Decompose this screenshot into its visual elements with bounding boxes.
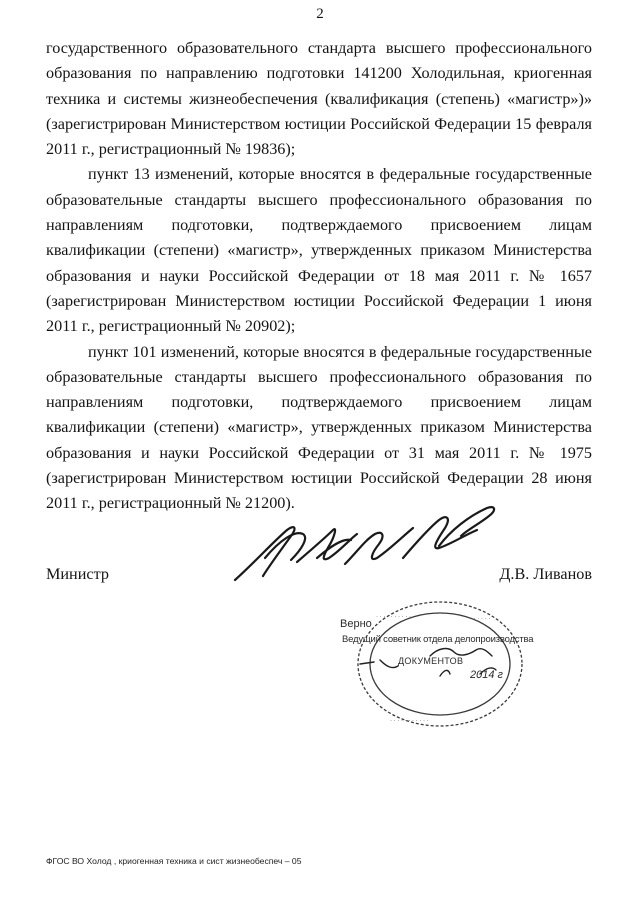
stamp-verno: Верно: [340, 618, 372, 630]
handwritten-signature: [225, 500, 505, 592]
svg-text:· · · · · ·: · · · · · ·: [470, 616, 491, 622]
paragraph-3: пункт 101 изменений, которые вносятся в федеральные государственные образовательные стандарты высшего профессионального образования по направлениям подготовки, подтверждаемого присвоением лицам квалификации (степени) «магистр», утвержденных приказом Министерства образования и науки Российской Федерации от 31 мая 2011 г. № 1975 (зарегистрирован Министерством юстиции Российской Федерации 28 июня 2011 г., регистрационный № 21200).: [46, 342, 592, 513]
signer-title: Министр: [46, 565, 109, 583]
svg-text:· · · · · · · · · ·: · · · · · · · · · ·: [376, 614, 411, 620]
document-footer: ФГОС ВО Холод , криогенная техника и сист жизнеобеспеч – 05: [46, 856, 302, 866]
official-stamp: [320, 596, 534, 746]
stamp-date-year: 2014 г: [470, 669, 503, 681]
page-number: 2: [316, 6, 324, 22]
paragraph-1: государственного образовательного стандарта высшего профессионального образования по направлению подготовки 141200 Холодильная, криогенная техника и системы жизнеобеспечения (квалификация (степень) «магистр»)» (зарегистрирован Министерством юстиции Российской Федерации 15 февраля 2011 г., регистрационный № 19836);: [46, 39, 592, 159]
stamp-department: ДОКУМЕНТОВ: [398, 656, 464, 666]
paragraph-2: пункт 13 изменений, которые вносятся в федеральные государственные образовательные стандарты высшего профессионального образования по направлениям подготовки, подтверждаемого присвоением лицам квалификации (степени) «магистр», утвержденных приказом Министерства образования и науки Российской Федерации от 18 мая 2011 г. № 1657 (зарегистрирован Министерством юстиции Российской Федерации 1 июня 2011 г., регистрационный № 20902);: [46, 165, 592, 336]
signer-name: Д.В. Ливанов: [499, 565, 592, 583]
stamp-advisor-title: Ведущий советник отдела делопроизводства: [342, 634, 534, 645]
document-body: [46, 36, 592, 517]
svg-text:· · · · · · · · · · ·: · · · · · · · · · · ·: [390, 718, 429, 724]
